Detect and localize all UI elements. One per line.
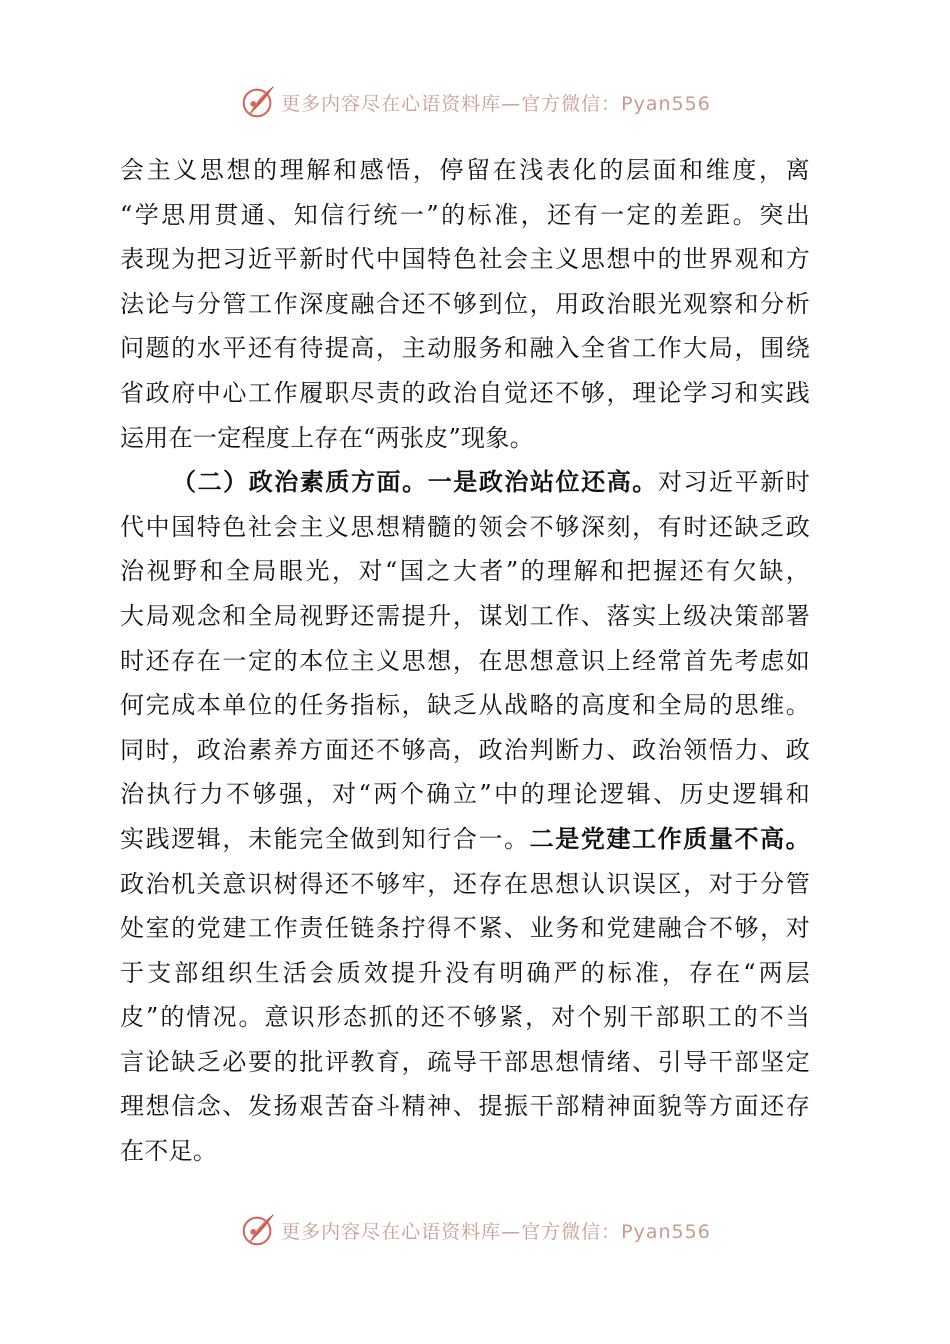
text-line: 于支部组织生活会质效提升没有明确严的标准，存在“两层 [120, 958, 810, 987]
text-span: 对习近平新时 [657, 468, 810, 497]
text-line: 治视野和全局眼光，对“国之大者”的理解和把握还有欠缺， [120, 557, 810, 586]
text-line: 政治机关意识树得还不够牢，还存在思想认识误区，对于分管 [120, 869, 810, 898]
text-line: 会主义思想的理解和感悟，停留在浅表化的层面和维度，离 [120, 156, 810, 184]
quill-logo-icon [239, 1211, 277, 1249]
text-line: 代中国特色社会主义思想精髓的领会不够深刻，有时还缺乏政 [120, 512, 810, 541]
point-title: 二是党建工作质量不高。 [529, 823, 810, 853]
text-line: 问题的水平还有待提高，主动服务和融入全省工作大局，围绕 [120, 334, 810, 363]
text-line: 治执行力不够强，对“两个确立”中的理论逻辑、历史逻辑和 [120, 780, 810, 809]
text-line: 处室的党建工作责任链条拧得不紧、业务和党建融合不够，对 [120, 914, 810, 943]
text-line [120, 817, 810, 862]
watermark-text: 更多内容尽在心语资料库—官方微信：Pyan556 [281, 1220, 711, 1243]
text-span: 实践逻辑，未能完全做到知行合一。 [120, 824, 530, 853]
text-line: 省政府中心工作履职尽责的政治自觉还不够，理论学习和实践 [120, 378, 810, 407]
text-line: 大局观念和全局视野还需提升，谋划工作、落实上级决策部署 [120, 601, 810, 630]
text-line: 皮”的情况。意识形态抓的还不够紧，对个别干部职工的不当 [120, 1003, 810, 1032]
text-line: 言论缺乏必要的批评教育，疏导干部思想情绪、引导干部坚定 [120, 1047, 810, 1076]
footer-watermark [0, 1208, 950, 1252]
text-line: 法论与分管工作深度融合还不够到位，用政治眼光观察和分析 [120, 289, 810, 318]
quill-logo-icon [239, 83, 277, 121]
section-heading: （二）政治素质方面。 [172, 467, 428, 497]
text-line [120, 460, 810, 505]
paragraph-1 [120, 148, 810, 460]
text-line: 表现为把习近平新时代中国特色社会主义思想中的世界观和方 [120, 245, 810, 274]
text-line: “学思用贯通、知信行统一”的标准，还有一定的差距。突出 [120, 200, 810, 229]
point-title: 一是政治站位还高。 [427, 467, 658, 497]
text-line: 时还存在一定的本位主义思想，在思想意识上经常首先考虑如 [120, 646, 810, 675]
header-watermark [0, 80, 950, 124]
text-line: 同时，政治素养方面还不够高，政治判断力、政治领悟力、政 [120, 735, 810, 764]
document-body [120, 148, 810, 1174]
text-line: 理想信念、发扬艰苦奋斗精神、提振干部精神面貌等方面还存 [120, 1092, 810, 1121]
text-line: 运用在一定程度上存在“两张皮”现象。 [120, 423, 534, 452]
watermark-text: 更多内容尽在心语资料库—官方微信：Pyan556 [281, 92, 711, 115]
text-line: 在不足。 [120, 1137, 218, 1166]
text-line: 何完成本单位的任务指标，缺乏从战略的高度和全局的思维。 [120, 691, 810, 720]
paragraph-2 [120, 460, 810, 1174]
